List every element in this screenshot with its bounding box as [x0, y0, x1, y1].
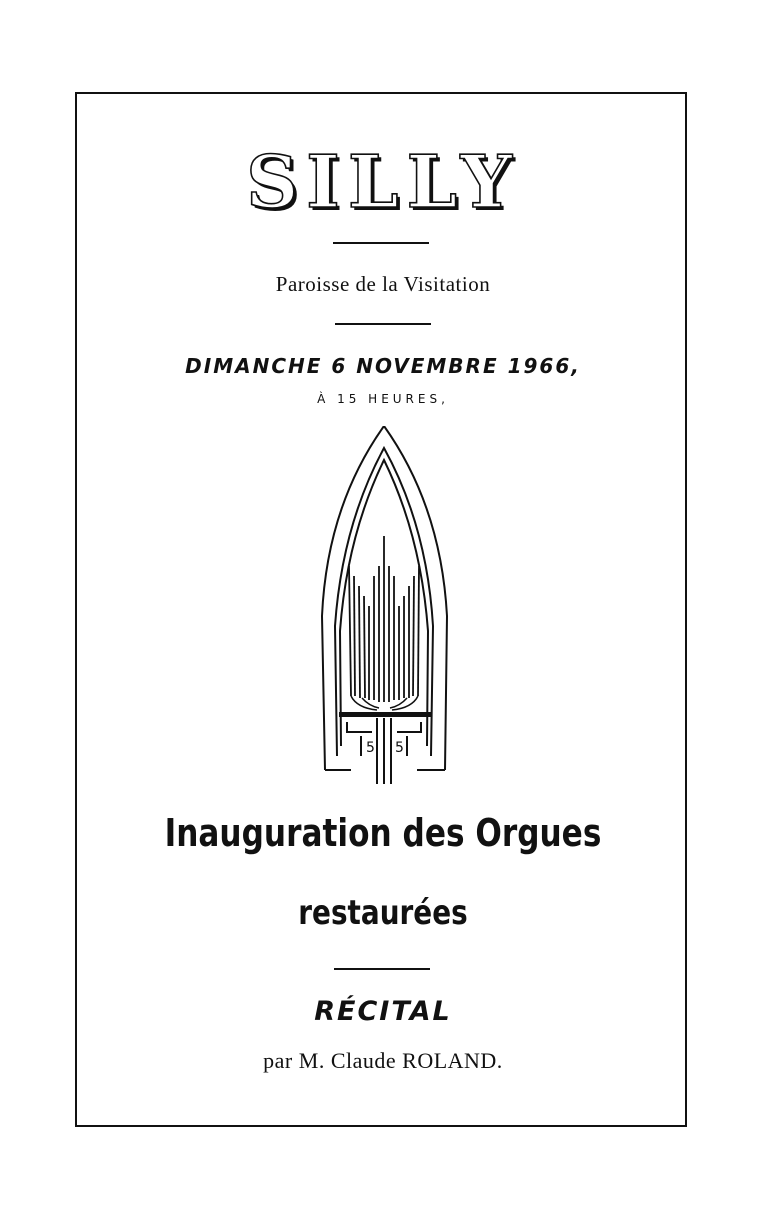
divider-bottom — [334, 968, 430, 970]
organ-pipes — [349, 536, 419, 702]
town-title: SILLY — [246, 139, 520, 224]
divider-parish — [335, 323, 431, 325]
organ-pipes-in-gothic-arch-icon — [317, 426, 452, 784]
divider-top — [333, 242, 429, 244]
performer-line: par M. Claude ROLAND. — [263, 1048, 503, 1073]
svg-text:5: 5 — [366, 740, 375, 756]
event-title-line2: restaurées — [298, 893, 468, 933]
event-date: DIMANCHE 6 NOVEMBRE 1966, — [185, 354, 581, 378]
event-time: À 15 HEURES, — [317, 392, 449, 406]
svg-text:5: 5 — [395, 740, 404, 756]
parish-name: Paroisse de la Visitation — [275, 272, 491, 296]
event-title-line1: Inauguration des Orgues — [164, 811, 602, 855]
program-frame — [75, 92, 687, 1127]
recital-heading: RÉCITAL — [314, 996, 452, 1027]
